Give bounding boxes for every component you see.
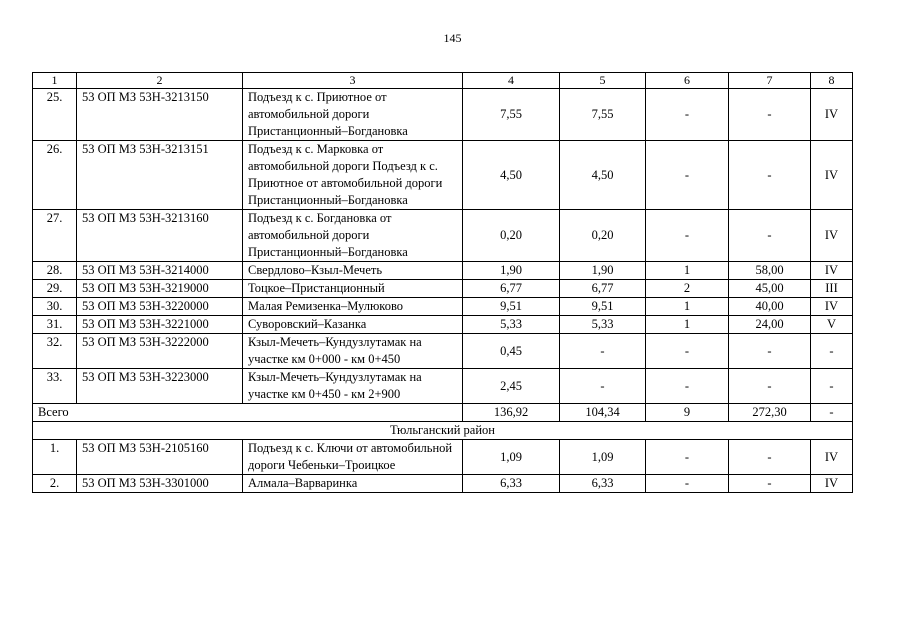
table-row — [33, 141, 853, 210]
road-name: Подъезд к с. Ключи от автомобильной дороги Чебеньки–Троицкое — [243, 440, 463, 475]
table-row — [33, 334, 853, 369]
row-number: 26. — [33, 141, 77, 210]
col-7-value: 40,00 — [729, 298, 811, 316]
road-code: 53 ОП МЗ 53Н-3213151 — [77, 141, 243, 210]
total-col-8: - — [811, 404, 853, 422]
col-5-value: 1,90 — [560, 262, 646, 280]
header-cell: 5 — [560, 73, 646, 89]
road-name: Подъезд к с. Марковка от автомобильной дороги Подъезд к с. Приютное от автомобильной дороги Пристанционный–Богдановка — [243, 141, 463, 210]
road-name: Кзыл-Мечеть–Кундузлутамак на участке км 0+450 - км 2+900 — [243, 369, 463, 404]
road-code: 53 ОП МЗ 53Н-3214000 — [77, 262, 243, 280]
road-code: 53 ОП МЗ 53Н-3301000 — [77, 475, 243, 493]
road-code: 53 ОП МЗ 53Н-2105160 — [77, 440, 243, 475]
road-code: 53 ОП МЗ 53Н-3223000 — [77, 369, 243, 404]
table-row — [33, 316, 853, 334]
col-7-value: 45,00 — [729, 280, 811, 298]
col-6-value: 1 — [646, 262, 729, 280]
col-6-value: 2 — [646, 280, 729, 298]
total-row — [33, 404, 853, 422]
table-row — [33, 262, 853, 280]
col-4-value: 2,45 — [463, 369, 560, 404]
col-4-value: 7,55 — [463, 89, 560, 141]
road-name: Свердлово–Кзыл-Мечеть — [243, 262, 463, 280]
col-6-value: - — [646, 141, 729, 210]
header-cell: 1 — [33, 73, 77, 89]
total-col-7: 272,30 — [729, 404, 811, 422]
road-name: Тоцкое–Пристанционный — [243, 280, 463, 298]
roads-table — [32, 72, 853, 493]
col-4-value: 0,20 — [463, 210, 560, 262]
col-8-value: IV — [811, 440, 853, 475]
row-number: 28. — [33, 262, 77, 280]
road-name: Алмала–Варваринка — [243, 475, 463, 493]
col-5-value: - — [560, 334, 646, 369]
col-5-value: 6,33 — [560, 475, 646, 493]
col-7-value: 24,00 — [729, 316, 811, 334]
total-col-5: 104,34 — [560, 404, 646, 422]
row-number: 32. — [33, 334, 77, 369]
header-cell: 6 — [646, 73, 729, 89]
row-number: 2. — [33, 475, 77, 493]
col-5-value: 0,20 — [560, 210, 646, 262]
col-8-value: V — [811, 316, 853, 334]
col-8-value: IV — [811, 141, 853, 210]
row-number: 27. — [33, 210, 77, 262]
col-6-value: 1 — [646, 316, 729, 334]
col-7-value: - — [729, 475, 811, 493]
row-number: 29. — [33, 280, 77, 298]
col-4-value: 1,90 — [463, 262, 560, 280]
district-row — [33, 422, 853, 440]
col-7-value: - — [729, 210, 811, 262]
total-col-4: 136,92 — [463, 404, 560, 422]
road-name: Суворовский–Казанка — [243, 316, 463, 334]
col-4-value: 9,51 — [463, 298, 560, 316]
total-col-6: 9 — [646, 404, 729, 422]
col-5-value: - — [560, 369, 646, 404]
row-number: 1. — [33, 440, 77, 475]
col-6-value: - — [646, 440, 729, 475]
col-5-value: 6,77 — [560, 280, 646, 298]
header-row — [33, 73, 853, 89]
col-4-value: 6,77 — [463, 280, 560, 298]
road-code: 53 ОП МЗ 53Н-3213160 — [77, 210, 243, 262]
table-row — [33, 440, 853, 475]
header-cell: 4 — [463, 73, 560, 89]
table-row — [33, 369, 853, 404]
col-6-value: - — [646, 210, 729, 262]
road-name: Подъезд к с. Богдановка от автомобильной дороги Пристанционный–Богдановка — [243, 210, 463, 262]
col-8-value: IV — [811, 475, 853, 493]
col-5-value: 1,09 — [560, 440, 646, 475]
col-5-value: 7,55 — [560, 89, 646, 141]
row-number: 30. — [33, 298, 77, 316]
table-row — [33, 210, 853, 262]
table-row — [33, 280, 853, 298]
col-6-value: - — [646, 369, 729, 404]
road-name: Малая Ремизенка–Мулюково — [243, 298, 463, 316]
col-8-value: IV — [811, 210, 853, 262]
header-cell: 8 — [811, 73, 853, 89]
col-7-value: - — [729, 369, 811, 404]
row-number: 25. — [33, 89, 77, 141]
table-row — [33, 475, 853, 493]
col-6-value: - — [646, 89, 729, 141]
table-row — [33, 298, 853, 316]
col-6-value: 1 — [646, 298, 729, 316]
road-name: Кзыл-Мечеть–Кундузлутамак на участке км 0+000 - км 0+450 — [243, 334, 463, 369]
road-code: 53 ОП МЗ 53Н-3221000 — [77, 316, 243, 334]
col-8-value: - — [811, 334, 853, 369]
col-5-value: 4,50 — [560, 141, 646, 210]
road-name: Подъезд к с. Приютное от автомобильной дороги Пристанционный–Богдановка — [243, 89, 463, 141]
col-8-value: - — [811, 369, 853, 404]
col-7-value: 58,00 — [729, 262, 811, 280]
col-5-value: 5,33 — [560, 316, 646, 334]
col-4-value: 0,45 — [463, 334, 560, 369]
district-name: Тюльганский район — [33, 422, 853, 440]
col-7-value: - — [729, 440, 811, 475]
row-number: 31. — [33, 316, 77, 334]
col-4-value: 1,09 — [463, 440, 560, 475]
col-8-value: IV — [811, 262, 853, 280]
table-row — [33, 89, 853, 141]
header-cell: 2 — [77, 73, 243, 89]
col-5-value: 9,51 — [560, 298, 646, 316]
row-number: 33. — [33, 369, 77, 404]
page-number: 145 — [443, 31, 462, 45]
road-code: 53 ОП МЗ 53Н-3220000 — [77, 298, 243, 316]
col-8-value: III — [811, 280, 853, 298]
col-6-value: - — [646, 475, 729, 493]
road-code: 53 ОП МЗ 53Н-3222000 — [77, 334, 243, 369]
col-4-value: 6,33 — [463, 475, 560, 493]
col-8-value: IV — [811, 298, 853, 316]
header-cell: 3 — [243, 73, 463, 89]
col-7-value: - — [729, 89, 811, 141]
col-4-value: 4,50 — [463, 141, 560, 210]
col-6-value: - — [646, 334, 729, 369]
road-code: 53 ОП МЗ 53Н-3213150 — [77, 89, 243, 141]
col-7-value: - — [729, 141, 811, 210]
total-label: Всего — [33, 404, 463, 422]
road-code: 53 ОП МЗ 53Н-3219000 — [77, 280, 243, 298]
col-4-value: 5,33 — [463, 316, 560, 334]
col-7-value: - — [729, 334, 811, 369]
col-8-value: IV — [811, 89, 853, 141]
header-cell: 7 — [729, 73, 811, 89]
